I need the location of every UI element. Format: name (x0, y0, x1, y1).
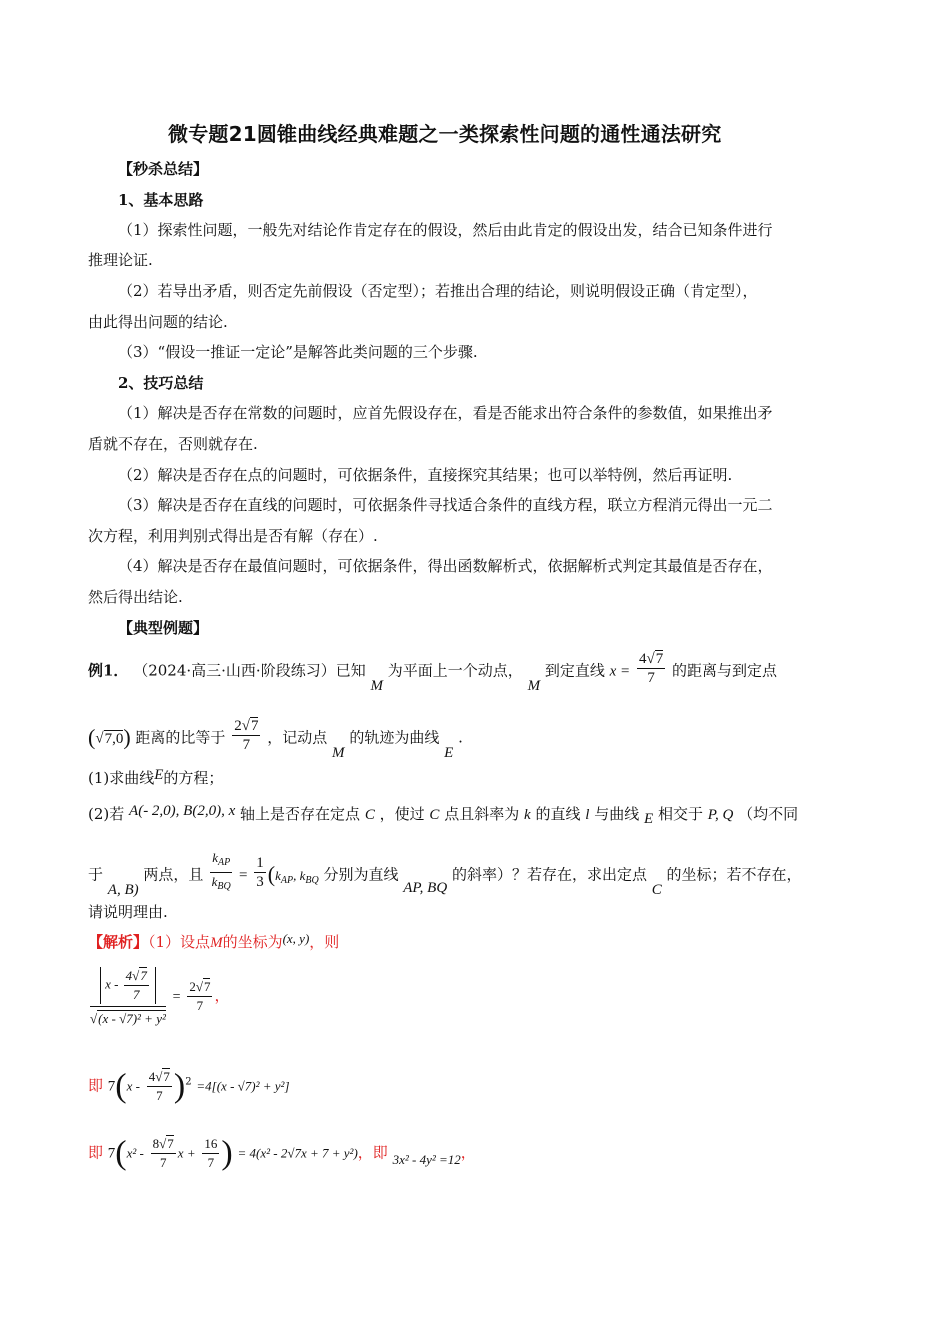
page-title: 微专题21圆锥曲线经典难题之一类探索性问题的通性通法研究 (168, 122, 722, 146)
technique-1a: （1）解决是否存在常数的问题时，应首先假设存在，看是否能求出符合条件的参数值，如果推出矛 (118, 404, 773, 422)
technique-3a: （3）解决是否存在直线的问题时，可依据条件寻找适合条件的直线方程，联立方程消元得出一元二 (118, 496, 773, 514)
example-label: 例1． (88, 661, 129, 680)
slope-ratio-fraction: $\frac{k_{AP}}{k_{BQ}}$ (211, 850, 231, 892)
summary-heading: 【秒杀总结】 (118, 160, 209, 178)
technique-heading: 2、技巧总结 (118, 374, 204, 392)
technique-4b: 然后得出结论. (88, 588, 183, 606)
question-2-line-3: 请说明理由. (88, 903, 168, 921)
fraction-2sqrt7-over-7: $\frac{2√7}{7}$ (234, 718, 259, 753)
paragraph-1a: （1）探索性问题，一般先对结论作肯定存在的假设，然后由此肯定的假设出发，结合已知条件进行 (118, 221, 773, 239)
example-source: （2024·高三·山西·阶段练习）已知 (133, 661, 366, 680)
formula-2: 即 7(x - $\frac{4√7}{7}$ )$^2$ =4[(x - √7)² + y²] (88, 1067, 290, 1105)
paragraph-2a: （2）若导出矛盾，则否定先前假设（否定型）；若推出合理的结论，则说明假设正确（肯定型）， (118, 282, 758, 300)
var-E: E (444, 744, 454, 761)
technique-2: （2）解决是否存在点的问题时，可依据条件，直接探究其结果；也可以举特例，然后再证明. (118, 466, 733, 484)
solution-label: 【解析】 (88, 933, 149, 951)
formula-1: x - $\frac{4√7}{7}$ √(x - √7)² + y² = $\frac{2√7}{7}$ ， (88, 965, 230, 1045)
point-coord: 7,0 (104, 730, 124, 747)
question-1: (1)求曲线E的方程； (88, 767, 224, 787)
fraction-4sqrt7-over-7: $\frac{4√7}{7}$ (638, 651, 664, 686)
formula-3: 即 7(x² - $\frac{8√7}{7}$ x + $\frac{16}{7}$ ) = 4(x² - 2√7x + 7 + y²)，即 3x² - 4y² =12， (88, 1134, 476, 1172)
one-third: $\frac{1}{3}$ (256, 855, 264, 890)
solution-line-1: 【解析】（1）设点M的坐标为(x, y)，则 (88, 931, 340, 951)
basic-idea-heading: 1、基本思路 (118, 191, 204, 209)
paragraph-3: （3）“假设一推证一定论”是解答此类问题的三个步骤. (118, 343, 478, 361)
example-line-2: (√7,0) 距离的比等于 $\frac{2√7}{7}$ ，记动点 M 的轨迹为曲线 E . (88, 718, 463, 761)
question-2-line-1: (2)若 A(- 2,0), B(2,0), x 轴上是否存在定点 C ，使过 C 点且斜率为 k 的直线 l 与曲线 E 相交于 P, Q （均不同 (88, 803, 799, 827)
question-2-line-2: 于 A, B) 两点，且 $\frac{k_{AP}}{k_{BQ}}$ = $\frac{1}{3}$ ($k_{AP}$, $k_{BQ}$ 分别为直线 AP, BQ 的斜率）？若存在，求出定点 C 的坐标；若不存在， (88, 850, 802, 898)
paragraph-2b: 由此得出问题的结论. (88, 313, 228, 331)
distance-ratio-fraction: x - $\frac{4√7}{7}$ √(x - √7)² + y² (90, 965, 166, 1028)
points-AB: A(- 2,0), B(2,0), x (129, 803, 236, 819)
technique-4a: （4）解决是否存在最值问题时，可依据条件，得出函数解析式，依据解析式判定其最值是否存在， (118, 557, 773, 575)
var-M: M (370, 677, 383, 694)
technique-3b: 次方程，利用判别式得出是否有解（存在）. (88, 527, 378, 545)
example-line-1: 例1． （2024·高三·山西·阶段练习）已知 M 为平面上一个动点， M 到定直线 x = $\frac{4√7}{7}$ 的距离与到定点 (88, 651, 777, 694)
technique-1b: 盾就不存在，否则就存在. (88, 435, 258, 453)
examples-heading: 【典型例题】 (118, 619, 209, 637)
paragraph-1b: 推理论证. (88, 251, 153, 269)
